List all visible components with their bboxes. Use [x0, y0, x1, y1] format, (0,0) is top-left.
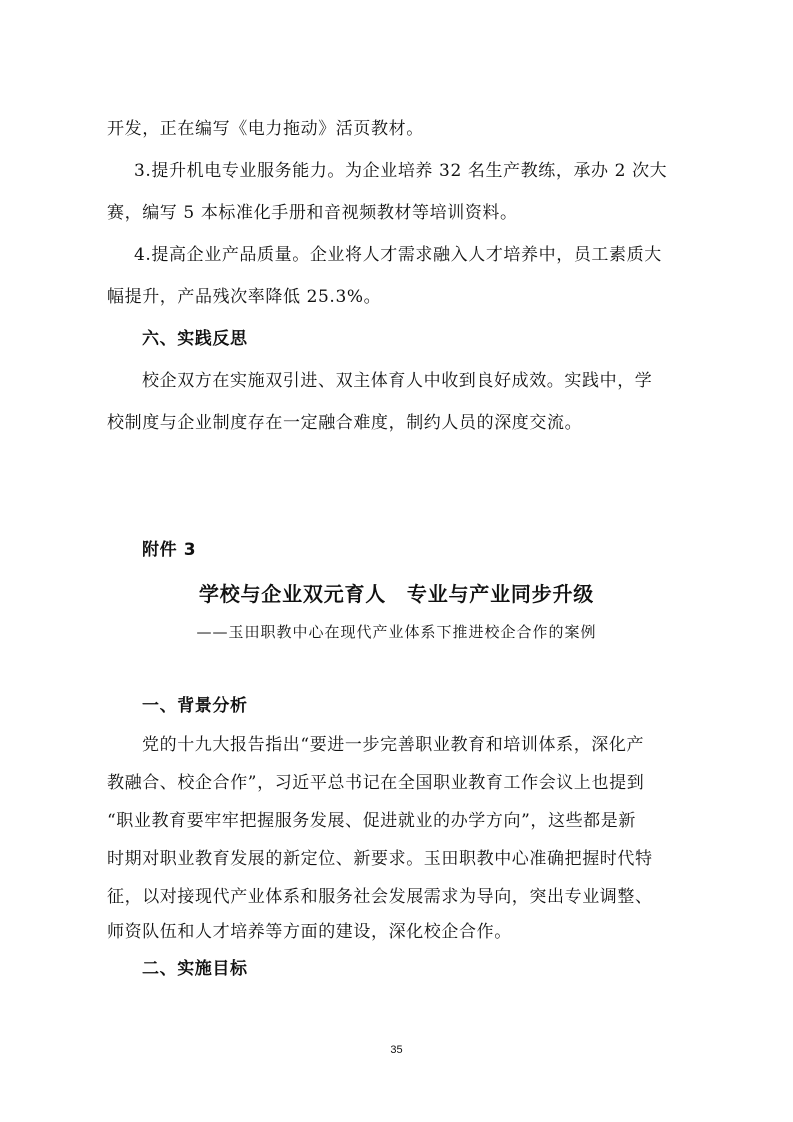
body-line: 幅提升，产品残次率降低 25.3%。 — [107, 287, 382, 307]
body-line: 时期对职业教育发展的新定位、新要求。玉田职教中心准确把握时代特 — [107, 849, 653, 869]
body-line: 3.提升机电专业服务能力。为企业培养 32 名生产教练，承办 2 次大 — [134, 161, 668, 181]
page-number: 35 — [390, 1044, 403, 1056]
body-line: 4.提高企业产品质量。企业将人才需求融入人才培养中，员工素质大 — [134, 245, 662, 265]
body-line: “职业教育要牢牢把握服务发展、促进就业的办学方向”，这些都是新 — [107, 811, 636, 831]
body-line: 党的十九大报告指出“要进一步完善职业教育和培训体系，深化产 — [142, 735, 645, 755]
document-title: 学校与企业双元育人 专业与产业同步升级 — [198, 582, 595, 606]
body-line: 校制度与企业制度存在一定融合难度，制约人员的深度交流。 — [107, 413, 583, 433]
document-subtitle: ——玉田职教中心在现代产业体系下推进校企合作的案例 — [196, 623, 597, 641]
attachment-label: 附件 3 — [142, 540, 197, 560]
body-line: 师资队伍和人才培养等方面的建设，深化校企合作。 — [107, 922, 512, 942]
section-heading-reflection: 六、实践反思 — [142, 329, 248, 349]
body-line: 赛，编写 5 本标准化手册和音视频教材等培训资料。 — [107, 203, 518, 223]
body-line: 征，以对接现代产业体系和服务社会发展需求为导向，突出专业调整、 — [107, 887, 653, 907]
body-line: 校企双方在实施双引进、双主体育人中收到良好成效。实践中，学 — [142, 371, 653, 391]
body-line: 开发，正在编写《电力拖动》活页教材。 — [107, 119, 424, 139]
section-heading-goals: 二、实施目标 — [142, 959, 248, 979]
section-heading-background: 一、背景分析 — [142, 696, 248, 716]
body-line: 教融合、校企合作”，习近平总书记在全国职业教育工作会议上也提到 — [107, 773, 645, 793]
